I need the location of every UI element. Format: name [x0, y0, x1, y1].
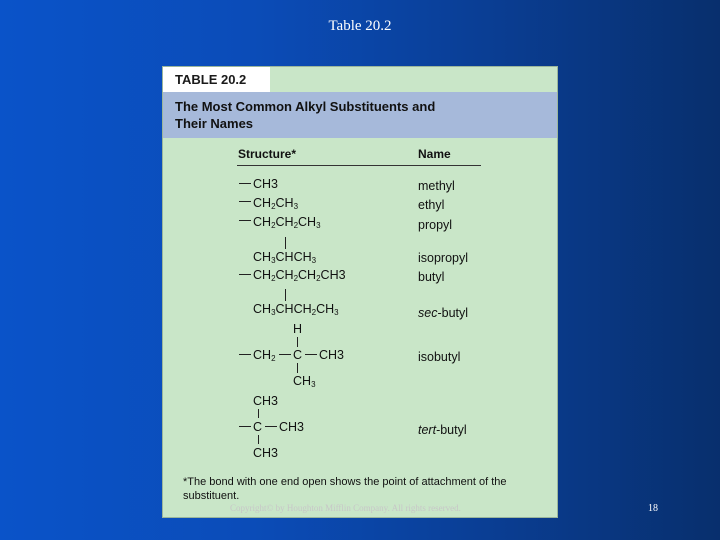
attachment-bond — [239, 220, 251, 221]
structure-isobutyl-ch3-bottom: $CH_3$ — [293, 374, 316, 389]
bond — [258, 435, 259, 444]
attachment-bond — [239, 274, 251, 275]
structure-methyl: CH3 — [253, 177, 279, 191]
table-footnote: *The bond with one end open shows the point of attachment of the substituent. — [183, 476, 507, 502]
name-isobutyl: isobutyl — [418, 350, 461, 364]
structure-isopropyl: $CH_3CHCH_3$ — [253, 250, 317, 265]
bond — [258, 409, 259, 418]
table-title — [163, 92, 557, 138]
name-tert-butyl: tert-butyl — [418, 423, 467, 437]
header-rule — [237, 165, 481, 166]
structure-tert-butyl-right: CH3 — [279, 420, 305, 434]
bond — [265, 426, 277, 427]
bond — [297, 363, 298, 373]
structure-isobutyl-ch3: CH3 — [319, 348, 345, 362]
structure-isobutyl-ch2: $CH_2$ — [253, 348, 276, 363]
attachment-bond — [239, 426, 251, 427]
table-title-line2: Their Names — [175, 116, 254, 131]
name-sec-butyl: sec-butyl — [418, 306, 469, 320]
table-label: TABLE 20.2 — [163, 67, 270, 92]
structure-isobutyl-h: H — [293, 322, 303, 336]
attachment-bond — [239, 354, 251, 355]
column-header-name: Name — [418, 147, 451, 161]
structure-tert-butyl-top: CH3 — [253, 394, 279, 408]
structure-propyl: $CH_2CH_2CH_3$ — [253, 215, 321, 230]
bond — [305, 354, 317, 355]
name-butyl: butyl — [418, 270, 445, 284]
structure-butyl: $CH_2CH_2CH_2CH3$ — [253, 268, 346, 283]
page-number: 18 — [648, 503, 658, 514]
slide-title: Table 20.2 — [328, 18, 392, 34]
copyright-notice: Copyright© by Houghton Mifflin Company. All rights reserved. — [230, 503, 461, 513]
attachment-bond — [239, 183, 251, 184]
structure-tert-butyl-bottom: CH3 — [253, 446, 279, 460]
bond — [297, 337, 298, 347]
structure-ethyl: $CH_2CH_3$ — [253, 196, 299, 211]
name-methyl: methyl — [418, 179, 455, 193]
attachment-bond — [285, 289, 286, 301]
table-title-line1: The Most Common Alkyl Substituents and — [175, 99, 436, 114]
structure-tert-butyl-c: C — [253, 420, 263, 434]
attachment-bond — [239, 201, 251, 202]
structure-isobutyl-c: C — [293, 348, 303, 362]
name-ethyl: ethyl — [418, 198, 445, 212]
structure-sec-butyl: $CH_3CHCH_2CH_3$ — [253, 302, 339, 317]
table-card — [162, 66, 558, 518]
attachment-bond — [285, 237, 286, 249]
name-propyl: propyl — [418, 218, 453, 232]
bond — [279, 354, 291, 355]
name-isopropyl: isopropyl — [418, 251, 469, 265]
column-header-structure: Structure* — [238, 147, 297, 161]
